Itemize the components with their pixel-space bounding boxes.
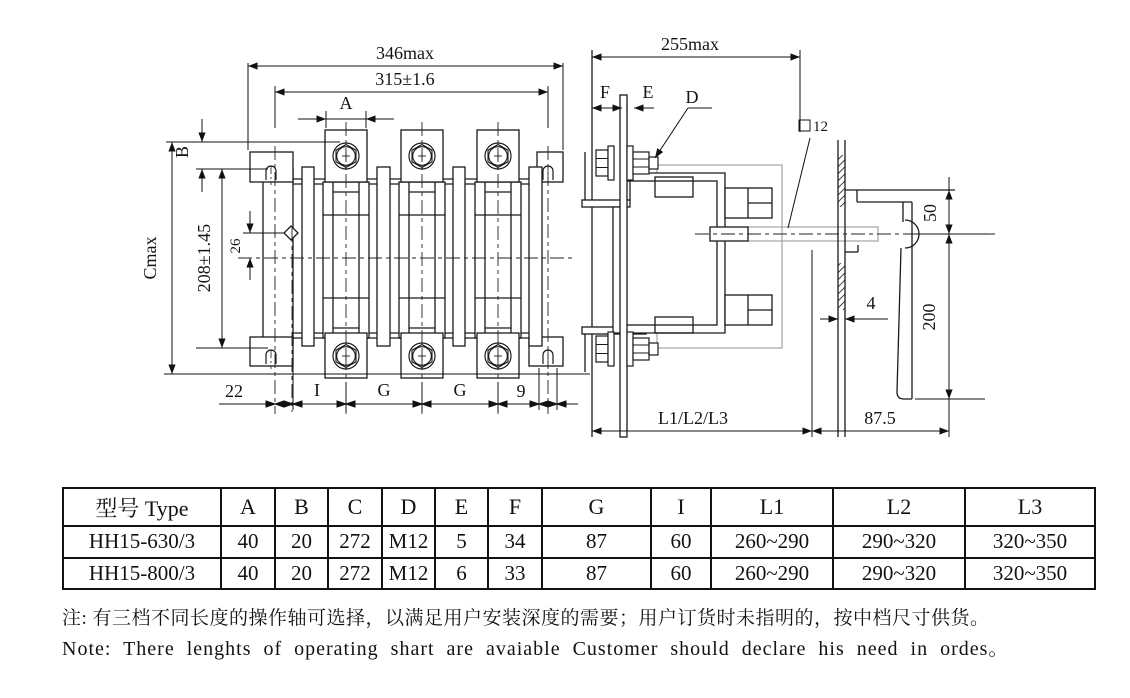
col-l1: L1	[711, 488, 833, 526]
value-cell: 272	[328, 558, 382, 589]
dim-87-5: 87.5	[864, 408, 896, 428]
shaft-square-label: 12	[813, 119, 828, 135]
front-view	[250, 130, 563, 378]
label-e: E	[642, 82, 654, 102]
value-cell: 320~350	[965, 526, 1095, 557]
label-b: B	[172, 145, 192, 159]
value-cell: 290~320	[833, 558, 965, 589]
dim-26: 26	[228, 238, 244, 254]
label-cmax: Cmax	[140, 236, 160, 280]
value-cell: 60	[651, 558, 711, 589]
value-cell: 34	[488, 526, 542, 557]
value-cell: 6	[435, 558, 488, 589]
table-row	[63, 558, 1095, 589]
model-cell: HH15-800/3	[63, 558, 221, 589]
value-cell: 20	[275, 526, 328, 557]
dim-200: 200	[919, 303, 939, 331]
col-b: B	[275, 488, 328, 526]
dim-22: 22	[225, 381, 243, 401]
value-cell: 87	[542, 526, 651, 557]
value-cell: 320~350	[965, 558, 1095, 589]
table-header-row	[63, 488, 1095, 526]
spec-table	[62, 487, 1096, 590]
dim-4: 4	[866, 293, 876, 313]
col-g: G	[542, 488, 651, 526]
value-cell: 40	[221, 558, 275, 589]
label-i: I	[314, 380, 320, 400]
col-c: C	[328, 488, 382, 526]
value-cell: 260~290	[711, 558, 833, 589]
dim-208: 208±1.45	[194, 223, 214, 293]
dim-50: 50	[920, 204, 940, 222]
col-e: E	[435, 488, 488, 526]
dim-255max: 255max	[661, 34, 719, 54]
label-g1: G	[377, 380, 391, 400]
table-row	[63, 526, 1095, 557]
value-cell: 260~290	[711, 526, 833, 557]
value-cell: 5	[435, 526, 488, 557]
dim-346max: 346max	[376, 43, 434, 63]
label-d: D	[685, 87, 699, 107]
col-f: F	[488, 488, 542, 526]
mounting-panel	[838, 140, 845, 437]
value-cell: 20	[275, 558, 328, 589]
value-cell: 87	[542, 558, 651, 589]
col-a: A	[221, 488, 275, 526]
value-cell: M12	[382, 558, 435, 589]
label-g2: G	[453, 380, 467, 400]
col-type: 型号 Type	[63, 488, 221, 526]
model-cell: HH15-630/3	[63, 526, 221, 557]
dim-315: 315±1.6	[375, 69, 435, 89]
value-cell: 40	[221, 526, 275, 557]
dim-l1l2l3: L1/L2/L3	[658, 408, 728, 428]
square-symbol	[799, 120, 810, 131]
col-d: D	[382, 488, 435, 526]
value-cell: 290~320	[833, 526, 965, 557]
label-f: F	[599, 82, 611, 102]
value-cell: 60	[651, 526, 711, 557]
label-a: A	[339, 93, 353, 113]
col-l2: L2	[833, 488, 965, 526]
value-cell: 33	[488, 558, 542, 589]
note-chinese: 注: 有三档不同长度的操作轴可选择，以满足用户安装深度的需要；用户订货时未指明的，按中档尺寸供货。	[62, 608, 990, 629]
note-english: Note: There lenghts of operating shart are avaiable Customer should declare his need in ordes。	[62, 638, 1010, 660]
value-cell: M12	[382, 526, 435, 557]
value-cell: 272	[328, 526, 382, 557]
col-i: I	[651, 488, 711, 526]
col-l3: L3	[965, 488, 1095, 526]
dim-9: 9	[516, 381, 526, 401]
notes-block	[62, 604, 1082, 664]
